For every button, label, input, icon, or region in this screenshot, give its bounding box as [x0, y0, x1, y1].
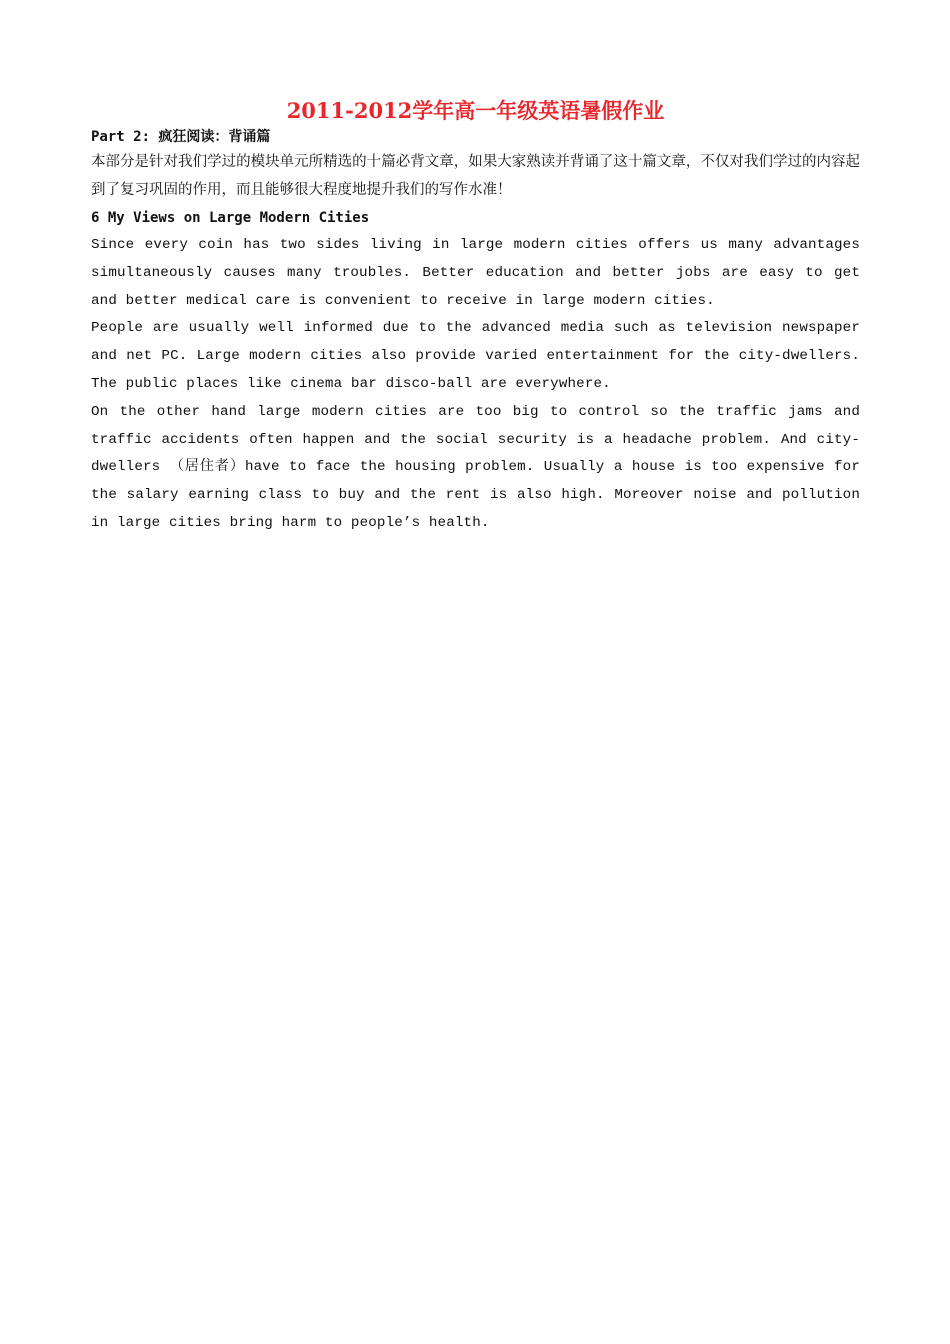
essay-paragraph-3: On the other hand large modern cities are too big to control so the traffic jams and traffic accidents often happen and the social security is a headache problem. And city-dwellers （居住者）have to face the housing problem. Usually a house is too expensive for the salary earning class to buy and the rent is also high. Moreover noise and pollution in large cities bring harm to people’s health.	[91, 403, 860, 531]
essay-paragraph-2: People are usually well informed due to the advanced media such as television newspaper and net PC. Large modern cities also provide varied entertainment for the city-dwellers. The public places like cinema bar disco-ball are everywhere.	[91, 320, 860, 392]
document-title: 2011-2012学年高一年级英语暑假作业	[286, 98, 665, 123]
intro-paragraph: 本部分是针对我们学过的模块单元所精选的十篇必背文章，如果大家熟读并背诵了这十篇文章，不仅对我们学过的内容起到了复习巩固的作用，而且能够很大程度地提升我们的写作水准！	[91, 154, 860, 198]
essay-title: 6 My Views on Large Modern Cities	[91, 210, 370, 226]
part-heading: Part 2: 疯狂阅读：背诵篇	[91, 129, 271, 145]
essay-paragraph-1: Since every coin has two sides living in large modern cities offers us many advantages simultaneously causes many troubles. Better education and better jobs are easy to get and better medical care is convenient to receive in large modern cities.	[91, 237, 860, 309]
document-page	[91, 96, 860, 538]
